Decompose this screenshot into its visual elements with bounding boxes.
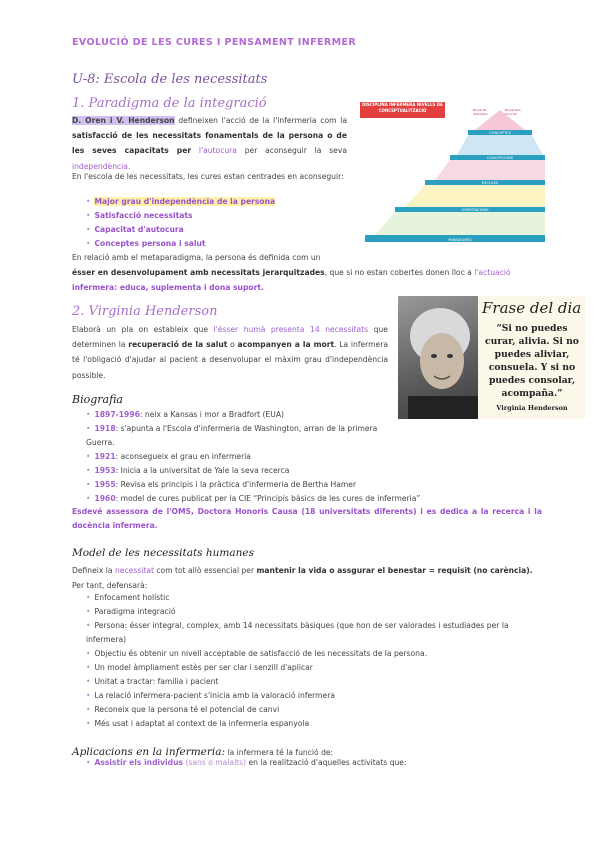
pyramid-label: PARADIGMES xyxy=(448,238,472,242)
portrait-image xyxy=(398,296,478,419)
pyramid-label: CONCEPCIONS xyxy=(486,155,514,160)
document-header: EVOLUCIÓ DE LES CURES I PENSAMENT INFERMER xyxy=(72,37,357,48)
list-item: • Objectiu és obtenir un nivell acceptable de satisfacció de les necessitats de la persona. xyxy=(86,649,428,658)
list-item: • Més usat i adaptat al context de la infermeria espanyola xyxy=(86,719,310,728)
model-list xyxy=(86,591,531,731)
bullet-icon: • xyxy=(86,197,91,206)
list-item: • Un model àmpliament estès per ser clar i senzill d'aplicar xyxy=(86,663,313,672)
list-item: • 1918: s'apunta a l'Escola d'infermeria de Washington, arran de la primera Guerra. xyxy=(86,424,378,447)
bullet-icon: • xyxy=(86,424,91,433)
section-2-paragraph: Elaborà un pla on estableix que l'ésser humà presenta 14 necessitats que determinen la recuperació de la salut o acompanyen a la mort. La infermera té l'obligació d'ajudar al pacient a desenvolupar el màxim grau d'independència possible. xyxy=(72,325,388,380)
applications-heading: Aplicacions en la infermeria: la infermera té la funció de: xyxy=(72,746,334,758)
list-item: • Unitat a tractar: família i pacient xyxy=(86,677,219,686)
model-title: Model de les necessitats humanes xyxy=(72,547,255,559)
pyramid-level-4 xyxy=(405,185,545,207)
pyramid-label: ESCOLES xyxy=(481,180,499,185)
bullet-icon: • xyxy=(86,607,91,616)
pyramid-label: ORIENTACIONS xyxy=(461,207,489,212)
bullet-icon: • xyxy=(86,705,91,714)
bullet-icon: • xyxy=(86,677,91,686)
nursing-levels-pyramid xyxy=(355,100,545,248)
pyramid-label: Abstracte xyxy=(473,112,488,116)
list-item: • 1955: Revisa els principis i la pràctica d'infermeria de Bertha Hamer xyxy=(86,480,357,489)
list-item: • Satisfacció necessitats xyxy=(86,211,193,220)
pyramid-label: Nivell alt xyxy=(473,108,487,112)
bullet-icon: • xyxy=(86,452,91,461)
bullet-icon: • xyxy=(86,410,91,419)
quote-author: Virginia Henderson xyxy=(496,404,568,412)
biography-closing: Esdevé assessora de l'OMS, Doctora Honoris Causa (18 universitats diferents) i es dedica a la recerca i la docència infermera. xyxy=(72,507,542,530)
bullet-icon: • xyxy=(86,691,91,700)
list-item: • 1960: model de cures publicat per la CIE “Principis bàsics de les cures de infermeria” xyxy=(86,494,421,503)
quote-title: Frase del dia xyxy=(482,299,582,317)
bullet-icon: • xyxy=(86,480,91,489)
authors-highlight: D. Oren i V. Henderson xyxy=(72,116,175,125)
bullet-icon: • xyxy=(86,758,91,767)
bullet-icon: • xyxy=(86,225,91,234)
pyramid-level-2 xyxy=(457,135,543,155)
bullet-icon: • xyxy=(86,466,91,475)
model-intro: Defineix la necessitat com tot allò essencial per mantenir la vida o assgurar el benestar = requisit (no carència). Per tant, defensarà: xyxy=(72,566,533,591)
biography-list xyxy=(86,408,391,478)
list-item: • Conceptes persona i salut xyxy=(86,239,206,248)
section-2-title: 2. Virginia Henderson xyxy=(72,304,218,319)
section-1-bullets xyxy=(86,195,346,251)
list-item: • Assistir els individus (sans o malalts) en la realització d'aquelles activitats que: xyxy=(86,758,407,767)
pyramid-label: Nivell baix xyxy=(505,108,521,112)
bullet-icon: • xyxy=(86,621,91,630)
section-1-paragraph: D. Oren i V. Henderson defineixen l'acció de la l'infermeria com la satisfacció de les necessitats fonamentals de la persona o de les seves capacitats per l'autocura per aconseguir la seva independència. xyxy=(72,116,347,171)
list-item: • Reconeix que la persona té el potencial de canvi xyxy=(86,705,280,714)
pyramid-title: DISCIPLINA INFERMERA NIVELLS DE CONCEPTUALITZACIÓ xyxy=(360,102,445,118)
section-1-title: 1. Paradigma de la integració xyxy=(72,96,267,111)
list-item: • Major grau d'independència de la persona xyxy=(86,197,276,206)
list-item: • Paradigma integració xyxy=(86,607,176,616)
pyramid-level-5 xyxy=(375,212,545,235)
bullet-icon: • xyxy=(86,211,91,220)
bullet-icon: • xyxy=(86,719,91,728)
section-1-paragraph-3: En relació amb el metaparadigma, la persona és definida com un ésser en desenvolupament amb necessitats jerarquitzades, que si no estan cobertes donen lloc a l'actuació infermera: educa, suplementa i dona suport. xyxy=(72,253,511,293)
unit-title: U-8: Escola de les necessitats xyxy=(72,72,268,87)
bullet-icon: • xyxy=(86,494,91,503)
section-1-paragraph-2: En l'escola de les necessitats, les cures estan centrades en aconseguir: xyxy=(72,172,344,181)
applications-title: Aplicacions en la infermeria: xyxy=(72,746,226,758)
bullet-icon: • xyxy=(86,649,91,658)
quote-text: “Si no puedes curar, alivia. Si no puedes aliviar, consuela. Y si no puedes consolar, acompaña.” xyxy=(485,323,579,399)
bullet-icon: • xyxy=(86,239,91,248)
list-item: • Capacitat d'autocura xyxy=(86,225,184,234)
pyramid-label: Concret xyxy=(505,112,517,116)
biography-title: Biografia xyxy=(72,393,123,406)
list-item: • 1897-1996: neix a Kansas i mor a Bradfort (EUA) xyxy=(86,410,285,419)
biography-list-2 xyxy=(86,478,546,506)
pyramid-label: CONCEPTES xyxy=(489,130,511,135)
bullet-icon: • xyxy=(86,593,91,602)
list-item: • 1921: aconsegueix el grau en infermeria xyxy=(86,452,251,461)
pyramid-level-3 xyxy=(435,160,545,180)
bullet-icon: • xyxy=(86,663,91,672)
list-item: • Persona: ésser integral, complex, amb 14 necessitats bàsiques (que hon de ser valorades i estudiades per la infermera) xyxy=(86,621,509,644)
list-item: • La relació infermera-pacient s'inicia amb la valoració infermera xyxy=(86,691,336,700)
list-item: • Enfocament holístic xyxy=(86,593,170,602)
henderson-photo xyxy=(398,296,478,419)
list-item: • 1953: Inicia a la universitat de Yale la seva recerca xyxy=(86,466,290,475)
